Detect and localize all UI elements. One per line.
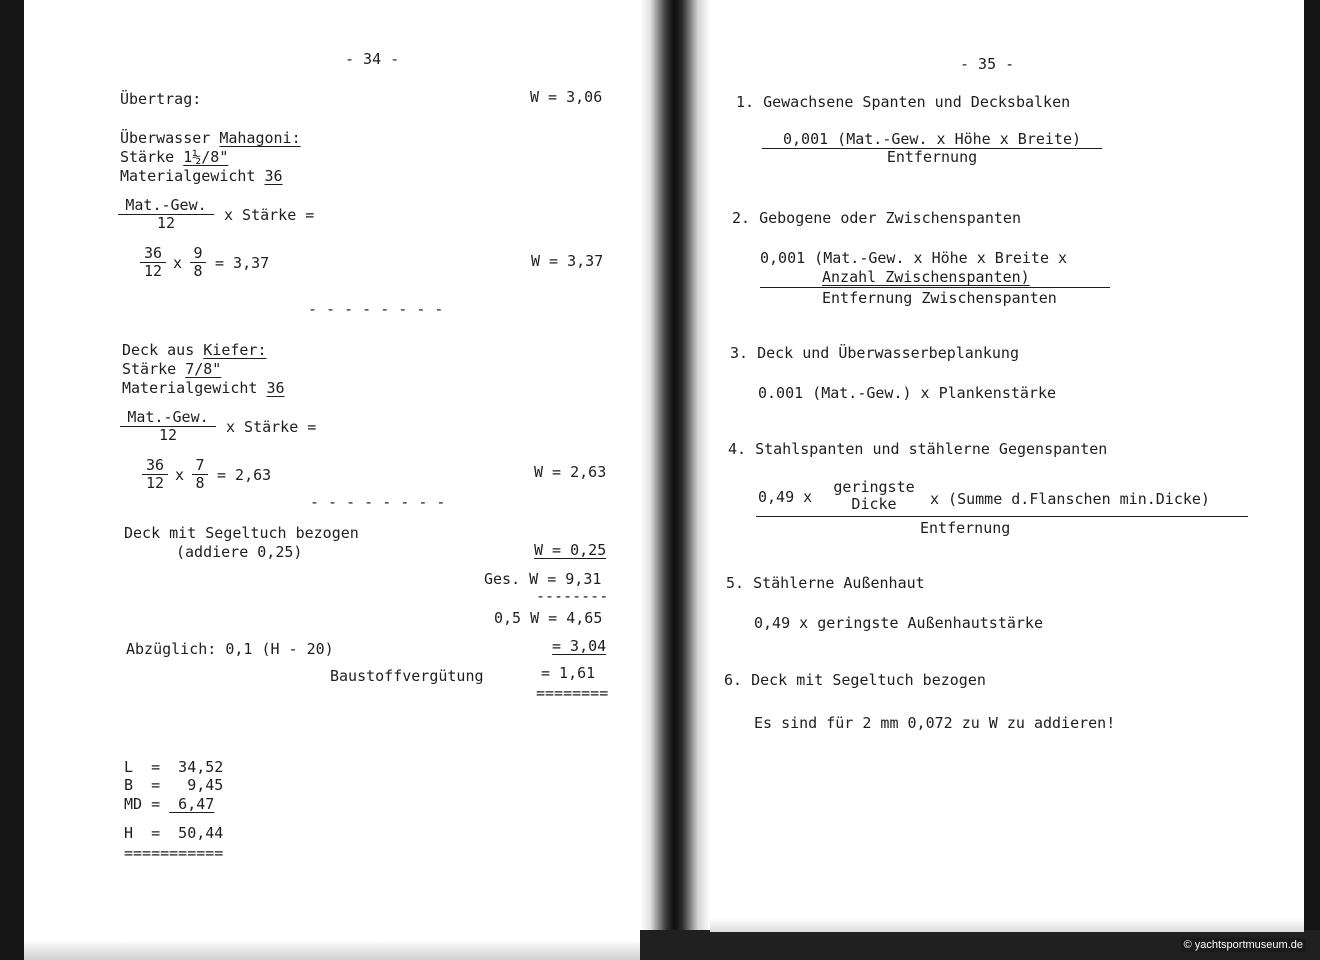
kiefer-matgew-label: Materialgewicht — [122, 379, 267, 397]
mahagoni-heading-prefix: Überwasser — [120, 129, 220, 147]
mahagoni-calc-den2: 8 — [193, 262, 203, 280]
baustoff-value: = 1,61 — [541, 664, 596, 682]
item4-sub-num: geringste — [833, 478, 915, 496]
item2-title: 2. Gebogene oder Zwischenspanten — [732, 209, 1021, 227]
dim-b: B = 9,45 — [124, 776, 224, 794]
item5-formula: 0,49 x geringste Außenhautstärke — [754, 614, 1043, 632]
right-page-bottom-edge — [710, 918, 1304, 932]
segeltuch-line1: Deck mit Segeltuch bezogen — [124, 524, 359, 542]
dash-line: -------- — [536, 587, 609, 605]
mahagoni-calc-x: x — [173, 254, 183, 272]
item4-fraction-bar — [756, 516, 1248, 517]
kiefer-formula-rest: x Stärke = — [226, 418, 317, 436]
kiefer-heading-material: Kiefer: — [203, 341, 267, 359]
kiefer-calc-num2: 7 — [192, 457, 208, 475]
baustoff-label: Baustoffvergütung — [330, 667, 484, 685]
gesamt-w: Ges. W = 9,31 — [484, 570, 602, 588]
kiefer-calc-den2: 8 — [195, 474, 205, 492]
item4-suffix: x (Summe d.Flanschen min.Dicke) — [930, 490, 1210, 508]
kiefer-matgew-value: 36 — [266, 379, 285, 397]
item2-fraction-bar — [760, 287, 1110, 288]
item4-title: 4. Stahlspanten und stählerne Gegenspanten — [728, 440, 1108, 458]
item3-title: 3. Deck und Überwasserbeplankung — [730, 344, 1019, 362]
uebertrag-label: Übertrag: — [120, 90, 202, 108]
mahagoni-calc-fraction-2 — [190, 245, 206, 280]
segeltuch-line2: (addiere 0,25) — [176, 543, 303, 561]
dim-md-value: 6,47 — [169, 795, 215, 813]
item4-sub-fraction — [828, 479, 920, 513]
kiefer-formula-num: Mat.-Gew. — [120, 409, 216, 427]
kiefer-w: W = 2,63 — [534, 463, 607, 481]
uebertrag-value: W = 3,06 — [530, 88, 603, 106]
dim-h: H = 50,44 — [124, 824, 224, 842]
mahagoni-matgew-label: Materialgewicht — [120, 167, 265, 185]
item6-title: 6. Deck mit Segeltuch bezogen — [724, 671, 986, 689]
mahagoni-heading — [120, 129, 301, 147]
kiefer-matgew — [122, 379, 285, 397]
item1-fraction — [762, 131, 1102, 166]
dim-md-label: MD = — [124, 795, 170, 813]
mahagoni-staerke-value: 1½/8" — [183, 148, 229, 166]
item5-title: 5. Stählerne Außenhaut — [726, 574, 925, 592]
left-page-bottom-edge — [24, 940, 640, 960]
kiefer-calc-num1: 36 — [142, 457, 168, 475]
mahagoni-staerke-label: Stärke — [120, 148, 184, 166]
book-spine — [640, 0, 710, 960]
item1-den: Entfernung — [886, 148, 978, 166]
mahagoni-matgew-value: 36 — [264, 167, 283, 185]
item4-sub-den: Dicke — [851, 495, 897, 513]
mahagoni-calc-den1: 12 — [143, 262, 163, 280]
item6-text: Es sind für 2 mm 0,072 zu W zu addieren! — [754, 714, 1116, 732]
kiefer-staerke — [122, 360, 221, 378]
mahagoni-heading-material: Mahagoni: — [219, 129, 301, 147]
separator-1: - - - - - - - - — [308, 300, 444, 318]
kiefer-calc-fraction-2 — [192, 457, 208, 492]
kiefer-staerke-label: Stärke — [122, 360, 186, 378]
mahagoni-w: W = 3,37 — [531, 252, 604, 270]
half-w: 0,5 W = 4,65 — [494, 609, 603, 627]
mahagoni-matgew — [120, 167, 283, 185]
mahagoni-calc-num2: 9 — [190, 245, 206, 263]
mahagoni-calc-result: = 3,37 — [215, 254, 270, 272]
kiefer-heading — [122, 341, 267, 359]
mahagoni-calc-num1: 36 — [140, 245, 166, 263]
mahagoni-formula-num: Mat.-Gew. — [118, 197, 214, 215]
item3-formula: 0.001 (Mat.-Gew.) x Plankenstärke — [758, 384, 1057, 402]
page-number-right: - 35 - — [960, 55, 1015, 73]
kiefer-formula-fraction — [120, 409, 216, 444]
mahagoni-formula-fraction — [118, 197, 214, 232]
kiefer-heading-prefix: Deck aus — [122, 341, 204, 359]
copyright-watermark: © yachtsportmuseum.de — [1181, 938, 1306, 952]
kiefer-calc-den1: 12 — [145, 474, 165, 492]
item2-line1: 0,001 (Mat.-Gew. x Höhe x Breite x — [760, 249, 1068, 267]
item4-prefix: 0,49 x — [758, 488, 813, 506]
kiefer-staerke-value: 7/8" — [185, 360, 222, 378]
mahagoni-staerke — [120, 148, 228, 166]
item2-den: Entfernung Zwischenspanten — [822, 289, 1057, 307]
item1-num: 0,001 (Mat.-Gew. x Höhe x Breite) — [762, 131, 1102, 149]
right-edge-shadow — [1304, 0, 1320, 960]
kiefer-formula-den: 12 — [158, 426, 178, 444]
kiefer-calc-x: x — [175, 466, 185, 484]
left-edge-shadow — [0, 0, 24, 960]
item2-line2: Anzahl Zwischenspanten) — [822, 268, 1030, 286]
item4-den: Entfernung — [920, 519, 1011, 537]
double-line: ======== — [536, 684, 609, 702]
segeltuch-w: W = 0,25 — [534, 541, 607, 559]
dims-double-line: =========== — [124, 844, 224, 862]
dim-l: L = 34,52 — [124, 758, 224, 776]
abzueglich-value: = 3,04 — [552, 637, 607, 655]
mahagoni-calc-fraction-1 — [140, 245, 166, 280]
abzueglich-label: Abzüglich: 0,1 (H - 20) — [126, 640, 334, 658]
kiefer-calc-fraction-1 — [142, 457, 168, 492]
dim-md — [124, 795, 214, 813]
item1-title: 1. Gewachsene Spanten und Decksbalken — [736, 93, 1071, 111]
kiefer-calc-result: = 2,63 — [217, 466, 272, 484]
page-number-left: - 34 - — [345, 50, 400, 68]
mahagoni-formula-den: 12 — [156, 214, 176, 232]
separator-2: - - - - - - - - — [310, 493, 446, 511]
mahagoni-formula-rest: x Stärke = — [224, 206, 315, 224]
